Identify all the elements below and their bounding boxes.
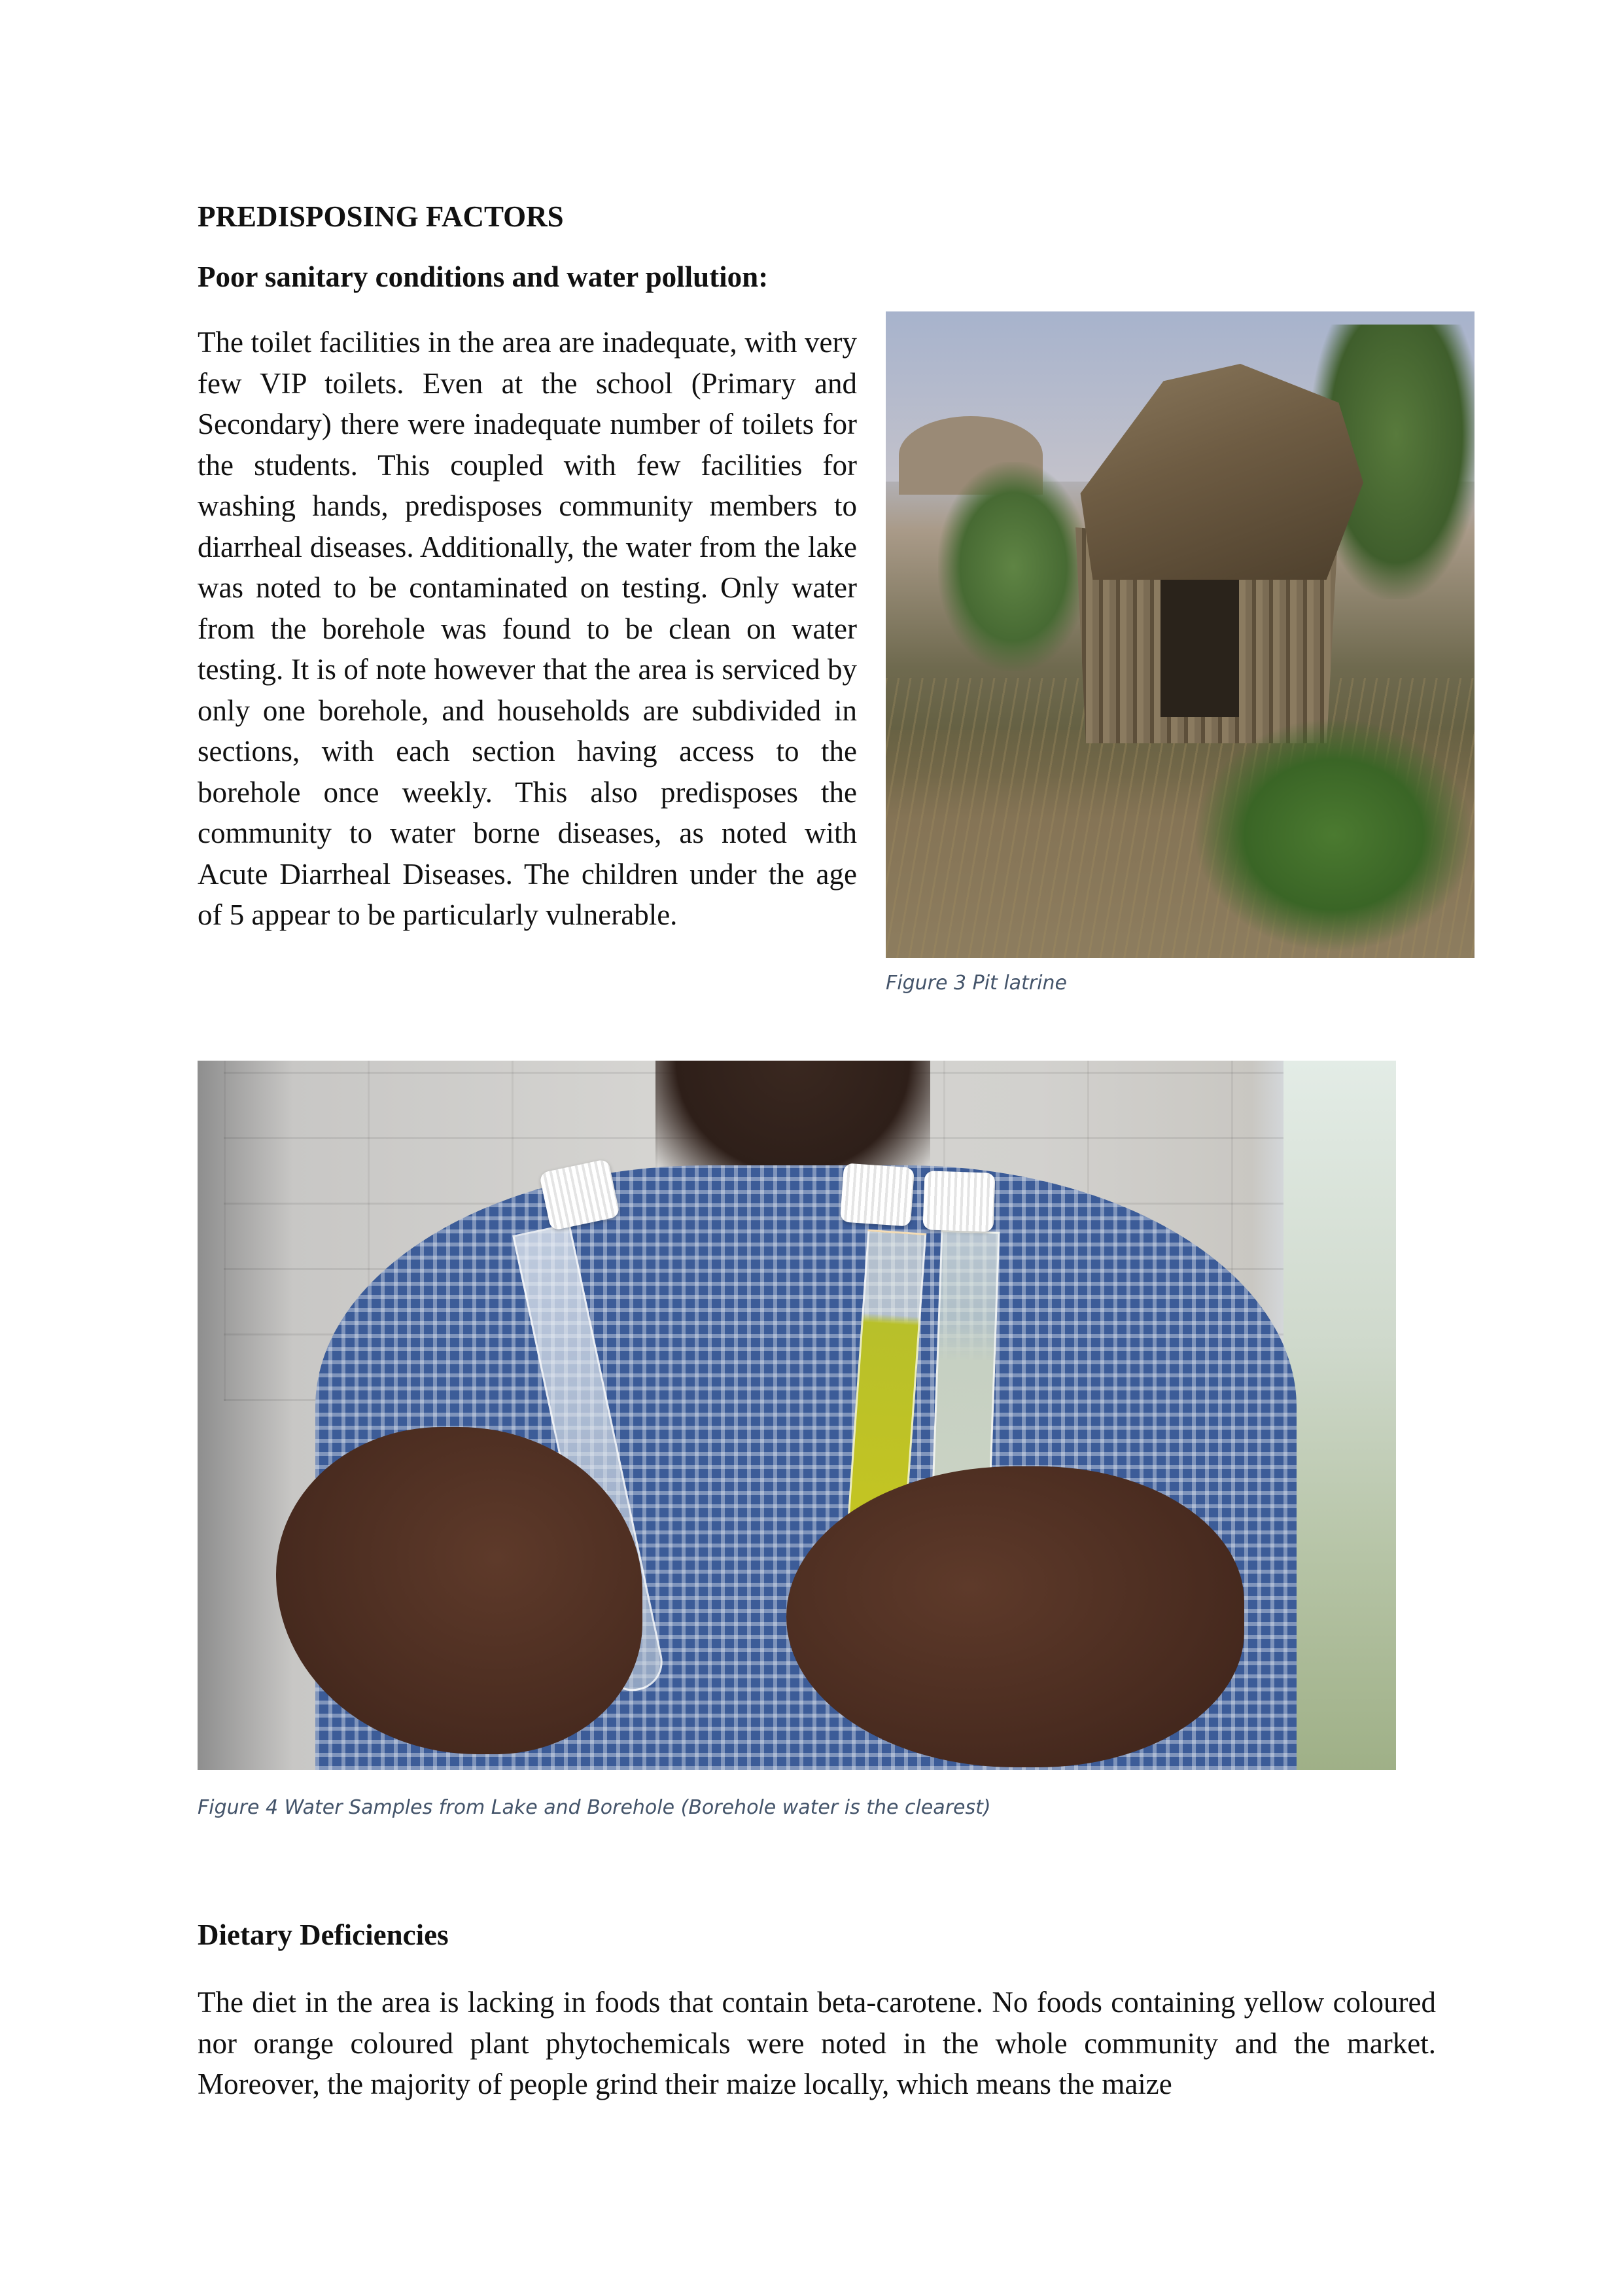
photo-right-hand [786,1466,1244,1767]
paragraph-sanitation: The toilet facilities in the area are inadequate, with very few VIP toilets. Even at the school (Primary and Secondary) there were inadequate number of toilets for the students. This coupled with few facilities for washing hands, predisposes community members to diarrheal diseases. Additionally, the water from the lake was noted to be contaminated on testing. Only water from the borehole was found to be clean on water testing. It is of note however that the area is serviced by only one borehole, and households are subdivided in sections, with each section having access to the borehole once weekly. This also predisposes the community to water borne diseases, as noted with Acute Diarrheal Diseases. The children under the age of 5 appear to be particularly vulnerable. [198,326,857,931]
photo-sapling [1193,717,1475,953]
figure-3-pit-latrine-photo [886,311,1475,958]
section-heading: PREDISPOSING FACTORS [198,200,564,233]
photo-hut-doorway [1161,560,1239,717]
figure-3-caption: Figure 3 Pit latrine [886,972,1067,995]
paragraph-diet: The diet in the area is lacking in foods that contain beta-carotene. No foods containing yellow coloured nor orange coloured plant phytochemicals were noted in the whole community and the market. Moreover, the majority of people grind their maize locally, which means the maize [198,1986,1436,2100]
photo-shrub [938,462,1089,671]
photo-outdoor-background [1283,1061,1396,1770]
sample-tube-cap [840,1163,915,1226]
subsection-heading-diet: Dietary Deficiencies [198,1918,449,1951]
sample-tube-cap [922,1171,995,1232]
subsection-heading-sanitation: Poor sanitary conditions and water pollution: [198,260,769,293]
figure-4-caption: Figure 4 Water Samples from Lake and Borehole (Borehole water is the clearest) [198,1796,991,1819]
figure-4-water-samples-photo [198,1061,1396,1770]
